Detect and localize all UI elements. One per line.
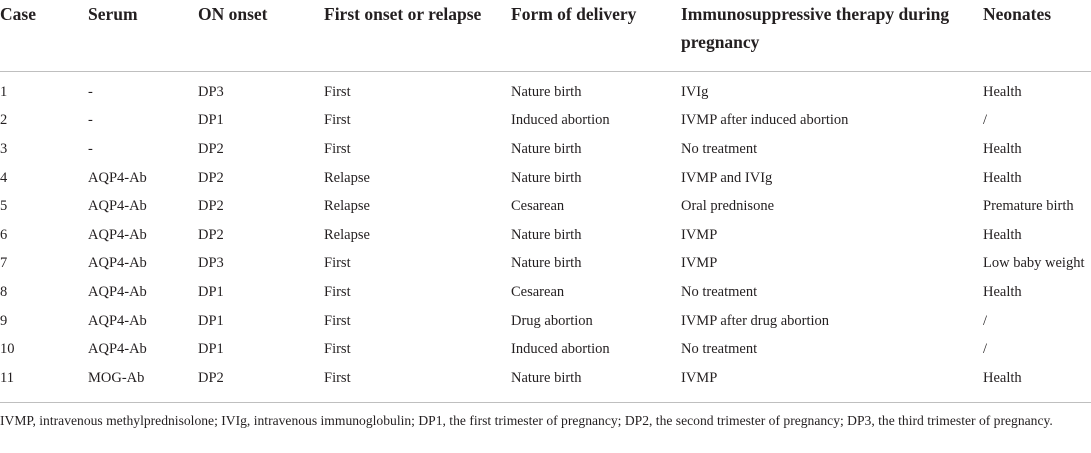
cell-case: 9 <box>0 312 8 329</box>
table-row <box>0 221 1091 250</box>
table-bottom-divider <box>0 402 1091 403</box>
cell-onset-type: Relapse <box>324 198 370 215</box>
cell-therapy: Oral prednisone <box>681 198 775 215</box>
table-row <box>0 72 1091 107</box>
cell-case: 6 <box>0 226 8 243</box>
header-neonates: Neonates <box>983 4 1052 24</box>
cell-onset-type: First <box>324 341 351 358</box>
cell-serum: AQP4-Ab <box>88 312 147 329</box>
cell-delivery: Induced abortion <box>511 341 610 358</box>
cell-on-onset: DP2 <box>198 226 224 243</box>
cell-delivery: Induced abortion <box>511 112 610 129</box>
cell-therapy: IVMP <box>681 369 718 386</box>
cell-neonates: / <box>983 341 988 358</box>
cell-serum: MOG-Ab <box>88 369 145 386</box>
cell-therapy: No treatment <box>681 283 758 300</box>
cell-delivery: Nature birth <box>511 140 582 157</box>
cell-neonates: / <box>983 112 988 129</box>
cell-therapy: No treatment <box>681 140 758 157</box>
cell-on-onset: DP2 <box>198 140 224 157</box>
cell-case: 8 <box>0 283 8 300</box>
table-header <box>0 0 1091 72</box>
cell-onset-type: First <box>324 112 351 129</box>
cell-case: 2 <box>0 112 8 129</box>
cell-neonates: Low baby weight <box>983 255 1085 272</box>
cell-case: 7 <box>0 255 8 272</box>
cell-neonates: Health <box>983 283 1022 300</box>
cell-on-onset: DP2 <box>198 198 224 215</box>
header-serum: Serum <box>88 4 138 24</box>
cell-onset-type: First <box>324 369 351 386</box>
cell-on-onset: DP1 <box>198 283 224 300</box>
cell-on-onset: DP3 <box>198 83 224 100</box>
cell-onset-type: First <box>324 312 351 329</box>
cell-serum: AQP4-Ab <box>88 198 147 215</box>
cell-on-onset: DP3 <box>198 255 224 272</box>
cell-therapy: IVMP after induced abortion <box>681 112 849 129</box>
cell-delivery: Nature birth <box>511 83 582 100</box>
header-divider <box>0 71 1091 72</box>
cell-case: 3 <box>0 140 8 157</box>
table-row <box>0 364 1091 393</box>
cell-on-onset: DP2 <box>198 169 224 186</box>
cell-therapy: IVIg <box>681 83 709 100</box>
cell-case: 11 <box>0 369 14 386</box>
cell-neonates: Premature birth <box>983 198 1074 215</box>
cell-therapy: No treatment <box>681 341 758 358</box>
cell-onset-type: First <box>324 140 351 157</box>
cell-on-onset: DP1 <box>198 312 224 329</box>
cell-delivery: Nature birth <box>511 369 582 386</box>
header-first-onset-or-relapse: First onset or relapse <box>324 4 482 24</box>
table-row <box>0 164 1091 193</box>
header-form-of-delivery: Form of delivery <box>511 4 637 24</box>
table-row <box>0 335 1091 364</box>
cell-delivery: Nature birth <box>511 226 582 243</box>
cell-serum: AQP4-Ab <box>88 341 147 358</box>
cell-serum: - <box>88 112 93 129</box>
table-row <box>0 278 1091 307</box>
cell-neonates: Health <box>983 169 1022 186</box>
cell-serum: AQP4-Ab <box>88 226 147 243</box>
cell-therapy: IVMP after drug abortion <box>681 312 830 329</box>
cell-neonates: / <box>983 312 988 329</box>
cell-case: 10 <box>0 341 15 358</box>
cell-onset-type: First <box>324 255 351 272</box>
cell-delivery: Cesarean <box>511 283 565 300</box>
cell-serum: AQP4-Ab <box>88 283 147 300</box>
cell-case: 5 <box>0 198 8 215</box>
cell-delivery: Cesarean <box>511 198 565 215</box>
header-on-onset: ON onset <box>198 4 268 24</box>
table-row <box>0 250 1091 279</box>
header-immunosuppressive-therapy: Immunosuppressive therapy during pregnancy <box>681 4 950 52</box>
cell-therapy: IVMP and IVIg <box>681 169 773 186</box>
cell-serum: - <box>88 140 93 157</box>
cell-onset-type: First <box>324 283 351 300</box>
cell-delivery: Nature birth <box>511 169 582 186</box>
table-body <box>0 72 1091 393</box>
header-case: Case <box>0 4 36 24</box>
cell-serum: AQP4-Ab <box>88 169 147 186</box>
table-row <box>0 192 1091 221</box>
cell-delivery: Drug abortion <box>511 312 593 329</box>
cell-neonates: Health <box>983 140 1022 157</box>
cell-case: 4 <box>0 169 8 186</box>
cell-on-onset: DP1 <box>198 341 224 358</box>
cell-neonates: Health <box>983 83 1022 100</box>
cell-on-onset: DP2 <box>198 369 224 386</box>
cell-therapy: IVMP <box>681 255 718 272</box>
table-row <box>0 135 1091 164</box>
table-row <box>0 107 1091 136</box>
cell-serum: AQP4-Ab <box>88 255 147 272</box>
cell-on-onset: DP1 <box>198 112 224 129</box>
cell-case: 1 <box>0 83 8 100</box>
cell-onset-type: Relapse <box>324 226 370 243</box>
header-row <box>0 0 1091 72</box>
cell-onset-type: First <box>324 83 351 100</box>
table-row <box>0 307 1091 336</box>
cell-serum: - <box>88 83 93 100</box>
table-footnote: IVMP, intravenous methylprednisolone; IVIg, intravenous immunoglobulin; DP1, the first trimester of pregnancy; DP2, the second trimester of pregnancy; DP3, the third trimester of pregnancy. <box>0 413 1053 428</box>
cell-neonates: Health <box>983 226 1022 243</box>
cell-neonates: Health <box>983 369 1022 386</box>
cell-delivery: Nature birth <box>511 255 582 272</box>
cell-onset-type: Relapse <box>324 169 370 186</box>
cell-therapy: IVMP <box>681 226 718 243</box>
